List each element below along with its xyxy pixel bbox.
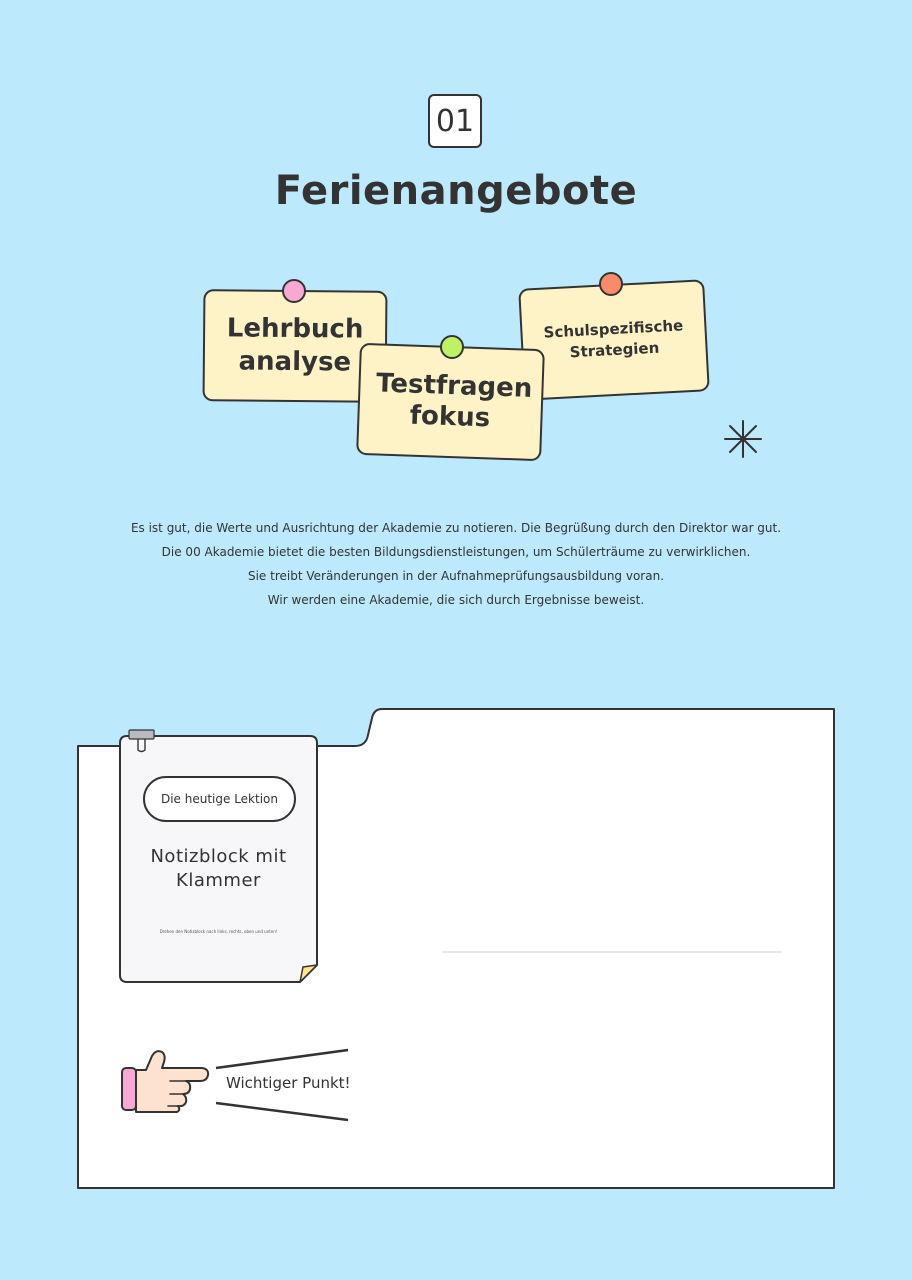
intro-line: Sie treibt Veränderungen in der Aufnahmeprüfungsausbildung voran. (247, 569, 665, 583)
notepad-caption: Drehen den Notizblock nach links, rechts, oben und unten! (159, 929, 278, 934)
pointing-hand-icon (120, 1048, 210, 1114)
intro-line: Die 00 Akademie bietet die besten Bildungsdienstleistungen, um Schülerträume zu verwirklichen. (161, 545, 751, 559)
sticky-note-label: Lehrbuch analyse (226, 313, 364, 378)
page-title: Ferienangebote (274, 168, 638, 214)
intro-line: Es ist gut, die Werte und Ausrichtung der Akademie zu notieren. Die Begrüßung durch den Direktor war gut. (130, 521, 782, 535)
lesson-pill-button[interactable]: Die heutige Lektion (143, 776, 296, 822)
intro-line: Wir werden eine Akademie, die sich durch Ergebnisse beweist. (267, 593, 645, 607)
notepad-title: Notizblock mit Klammer (150, 846, 287, 891)
sticky-note-label: Testfragen fokus (375, 368, 533, 434)
paper-clip-icon (128, 729, 155, 753)
important-point-label: Wichtiger Punkt! (226, 1074, 351, 1092)
sticky-note-label: Schulspezifische Strategien (543, 316, 684, 362)
section-number-badge: 01 (428, 94, 482, 148)
